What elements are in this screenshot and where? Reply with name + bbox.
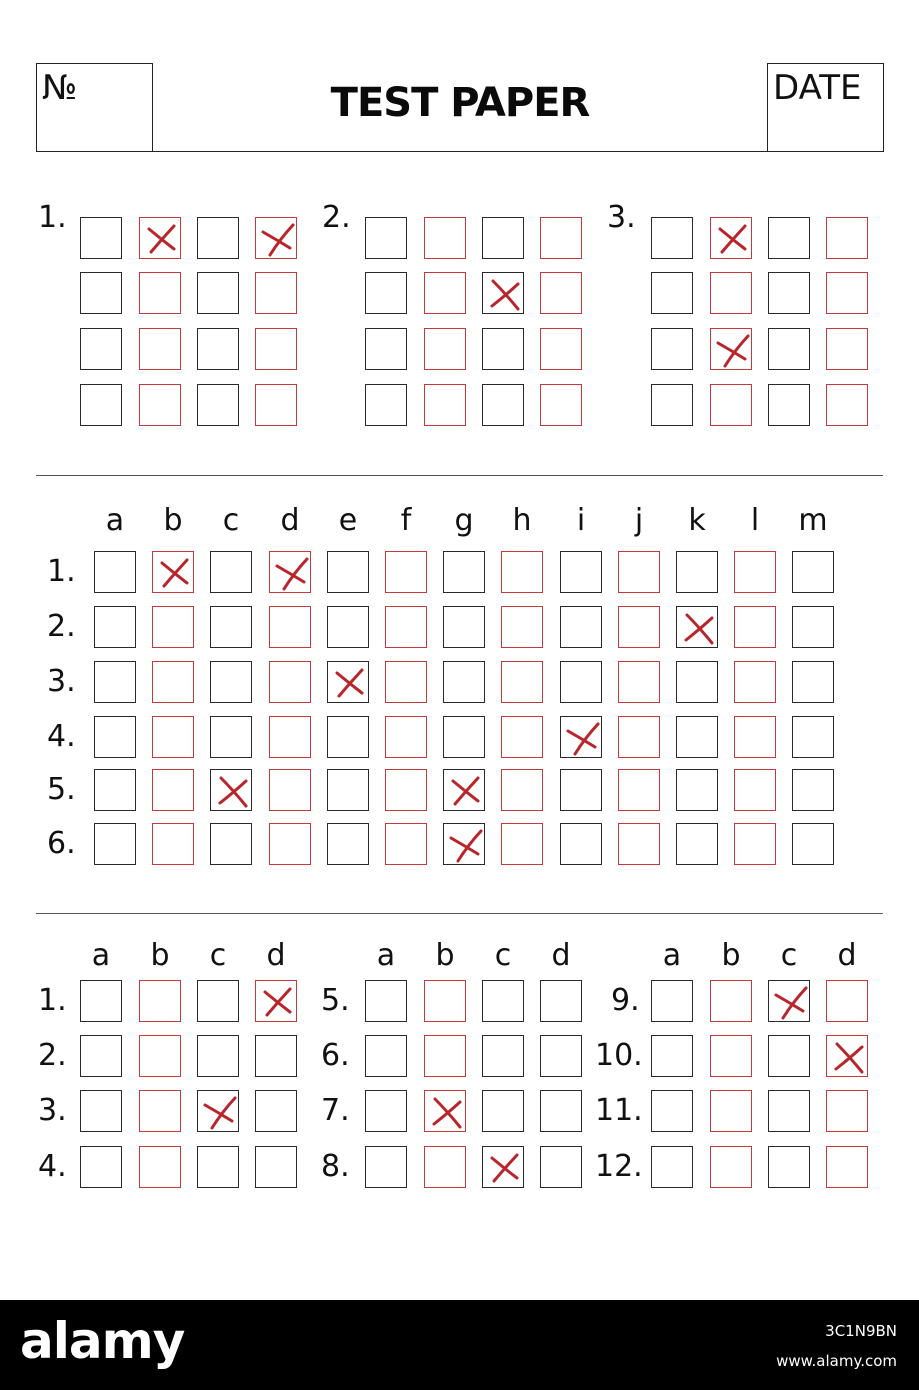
answer-box[interactable] xyxy=(365,980,407,1022)
answer-box[interactable] xyxy=(210,661,252,703)
row-number: 10. xyxy=(595,1038,643,1073)
answer-box[interactable] xyxy=(540,217,582,259)
answer-box[interactable] xyxy=(792,606,834,648)
answer-box[interactable] xyxy=(443,769,485,811)
cross-mark-icon xyxy=(477,1141,531,1195)
section-divider-1 xyxy=(36,475,883,476)
answer-box[interactable] xyxy=(618,823,660,865)
answer-box[interactable] xyxy=(424,1146,466,1188)
answer-box[interactable] xyxy=(676,716,718,758)
answer-box[interactable] xyxy=(482,1146,524,1188)
column-label: i xyxy=(576,503,586,538)
column-label: l xyxy=(750,503,760,538)
answer-box[interactable] xyxy=(424,384,466,426)
answer-box[interactable] xyxy=(482,384,524,426)
answer-box[interactable] xyxy=(255,1146,297,1188)
row-number: 3. xyxy=(47,664,76,699)
answer-box[interactable] xyxy=(710,272,752,314)
answer-box[interactable] xyxy=(385,551,427,593)
answer-box[interactable] xyxy=(424,328,466,370)
answer-box[interactable] xyxy=(94,769,136,811)
column-label: a xyxy=(662,938,682,973)
cross-mark-icon xyxy=(705,212,759,266)
answer-box[interactable] xyxy=(501,551,543,593)
answer-box[interactable] xyxy=(676,661,718,703)
column-label: d xyxy=(837,938,857,973)
answer-box[interactable] xyxy=(139,1035,181,1077)
answer-box[interactable] xyxy=(826,1146,868,1188)
answer-box[interactable] xyxy=(501,606,543,648)
question-number: 2. xyxy=(322,200,351,235)
answer-box[interactable] xyxy=(197,217,239,259)
answer-box[interactable] xyxy=(80,217,122,259)
answer-box[interactable] xyxy=(651,1090,693,1132)
answer-box[interactable] xyxy=(139,980,181,1022)
answer-box[interactable] xyxy=(710,1090,752,1132)
column-label: j xyxy=(634,503,644,538)
answer-box[interactable] xyxy=(792,769,834,811)
answer-box[interactable] xyxy=(385,823,427,865)
answer-box[interactable] xyxy=(792,551,834,593)
cross-mark-icon xyxy=(705,323,759,377)
column-label: a xyxy=(376,938,396,973)
row-number: 2. xyxy=(47,609,76,644)
answer-box[interactable] xyxy=(385,769,427,811)
answer-box[interactable] xyxy=(94,661,136,703)
answer-box[interactable] xyxy=(734,823,776,865)
answer-box[interactable] xyxy=(482,272,524,314)
answer-box[interactable] xyxy=(80,272,122,314)
answer-box[interactable] xyxy=(768,328,810,370)
row-number: 3. xyxy=(38,1093,67,1128)
answer-box[interactable] xyxy=(501,661,543,703)
answer-box[interactable] xyxy=(210,551,252,593)
cross-mark-icon xyxy=(250,975,304,1029)
answer-box[interactable] xyxy=(651,1035,693,1077)
cross-mark-icon xyxy=(477,267,531,321)
cross-mark-icon xyxy=(192,1085,246,1139)
answer-box[interactable] xyxy=(710,384,752,426)
answer-box[interactable] xyxy=(710,1035,752,1077)
answer-box[interactable] xyxy=(152,769,194,811)
answer-box[interactable] xyxy=(365,328,407,370)
answer-box[interactable] xyxy=(327,551,369,593)
column-label: d xyxy=(280,503,300,538)
answer-box[interactable] xyxy=(560,769,602,811)
answer-box[interactable] xyxy=(197,1146,239,1188)
answer-box[interactable] xyxy=(540,384,582,426)
answer-box[interactable] xyxy=(710,328,752,370)
answer-box[interactable] xyxy=(540,1146,582,1188)
row-number: 7. xyxy=(321,1093,350,1128)
answer-box[interactable] xyxy=(792,823,834,865)
answer-box[interactable] xyxy=(139,328,181,370)
footer-image-id: 3C1N9BN xyxy=(825,1322,897,1340)
answer-box[interactable] xyxy=(327,823,369,865)
answer-box[interactable] xyxy=(327,661,369,703)
answer-box[interactable] xyxy=(365,217,407,259)
column-label: b xyxy=(721,938,741,973)
answer-box[interactable] xyxy=(152,606,194,648)
column-label: f xyxy=(400,503,412,538)
answer-box[interactable] xyxy=(210,606,252,648)
column-label: b xyxy=(435,938,455,973)
answer-box[interactable] xyxy=(365,1146,407,1188)
answer-box[interactable] xyxy=(826,217,868,259)
answer-box[interactable] xyxy=(269,661,311,703)
answer-box[interactable] xyxy=(197,1090,239,1132)
answer-box[interactable] xyxy=(210,769,252,811)
cross-mark-icon xyxy=(555,711,609,765)
answer-box[interactable] xyxy=(560,551,602,593)
column-label: b xyxy=(150,938,170,973)
answer-box[interactable] xyxy=(651,1146,693,1188)
answer-box[interactable] xyxy=(255,1035,297,1077)
answer-box[interactable] xyxy=(210,823,252,865)
answer-box[interactable] xyxy=(94,716,136,758)
answer-box[interactable] xyxy=(443,606,485,648)
answer-box[interactable] xyxy=(269,606,311,648)
answer-box[interactable] xyxy=(734,769,776,811)
answer-box[interactable] xyxy=(80,384,122,426)
column-label: d xyxy=(266,938,286,973)
column-label: b xyxy=(163,503,183,538)
answer-box[interactable] xyxy=(618,716,660,758)
answer-box[interactable] xyxy=(424,1090,466,1132)
row-number: 2. xyxy=(38,1038,67,1073)
answer-box[interactable] xyxy=(139,1146,181,1188)
answer-box[interactable] xyxy=(792,716,834,758)
answer-box[interactable] xyxy=(255,1090,297,1132)
answer-box[interactable] xyxy=(365,272,407,314)
answer-box[interactable] xyxy=(501,716,543,758)
number-label: № xyxy=(42,68,78,108)
row-number: 6. xyxy=(47,826,76,861)
answer-box[interactable] xyxy=(152,551,194,593)
answer-box[interactable] xyxy=(826,272,868,314)
answer-box[interactable] xyxy=(482,980,524,1022)
answer-box[interactable] xyxy=(269,769,311,811)
answer-box[interactable] xyxy=(80,328,122,370)
question-number: 3. xyxy=(607,200,636,235)
answer-box[interactable] xyxy=(482,328,524,370)
answer-box[interactable] xyxy=(80,1035,122,1077)
row-number: 5. xyxy=(321,983,350,1018)
cross-mark-icon xyxy=(419,1085,473,1139)
row-number: 8. xyxy=(321,1149,350,1184)
answer-box[interactable] xyxy=(94,551,136,593)
answer-box[interactable] xyxy=(618,606,660,648)
answer-box[interactable] xyxy=(94,606,136,648)
column-label: c xyxy=(209,938,227,973)
row-number: 5. xyxy=(47,772,76,807)
question-number: 1. xyxy=(38,200,67,235)
answer-box[interactable] xyxy=(197,328,239,370)
answer-box[interactable] xyxy=(618,551,660,593)
answer-box[interactable] xyxy=(443,716,485,758)
answer-box[interactable] xyxy=(651,328,693,370)
answer-box[interactable] xyxy=(255,384,297,426)
answer-box[interactable] xyxy=(826,384,868,426)
answer-box[interactable] xyxy=(443,551,485,593)
answer-box[interactable] xyxy=(768,272,810,314)
answer-box[interactable] xyxy=(676,551,718,593)
row-number: 9. xyxy=(611,983,640,1018)
answer-box[interactable] xyxy=(80,980,122,1022)
row-number: 1. xyxy=(47,554,76,589)
answer-box[interactable] xyxy=(365,1035,407,1077)
answer-box[interactable] xyxy=(482,1035,524,1077)
answer-box[interactable] xyxy=(269,551,311,593)
answer-box[interactable] xyxy=(139,384,181,426)
cross-mark-icon xyxy=(671,601,725,655)
cross-mark-icon xyxy=(438,764,492,818)
row-number: 6. xyxy=(321,1038,350,1073)
answer-box[interactable] xyxy=(482,1090,524,1132)
answer-box[interactable] xyxy=(424,217,466,259)
answer-box[interactable] xyxy=(710,217,752,259)
answer-box[interactable] xyxy=(269,716,311,758)
answer-box[interactable] xyxy=(768,217,810,259)
answer-box[interactable] xyxy=(501,769,543,811)
section-divider-2 xyxy=(36,913,883,914)
cross-mark-icon xyxy=(322,656,376,710)
answer-box[interactable] xyxy=(327,606,369,648)
answer-box[interactable] xyxy=(424,1035,466,1077)
column-label: e xyxy=(338,503,358,538)
answer-box[interactable] xyxy=(385,661,427,703)
date-label: DATE xyxy=(773,68,862,108)
answer-box[interactable] xyxy=(540,1090,582,1132)
answer-box[interactable] xyxy=(197,384,239,426)
answer-box[interactable] xyxy=(501,823,543,865)
answer-box[interactable] xyxy=(540,328,582,370)
row-number: 1. xyxy=(38,983,67,1018)
answer-box[interactable] xyxy=(197,980,239,1022)
footer-logo: alamy xyxy=(20,1312,185,1370)
answer-box[interactable] xyxy=(768,980,810,1022)
answer-box[interactable] xyxy=(327,769,369,811)
answer-box[interactable] xyxy=(676,769,718,811)
answer-box[interactable] xyxy=(197,272,239,314)
column-label: a xyxy=(105,503,125,538)
row-number: 4. xyxy=(38,1149,67,1184)
column-label: c xyxy=(222,503,240,538)
answer-box[interactable] xyxy=(560,716,602,758)
answer-box[interactable] xyxy=(139,1090,181,1132)
answer-box[interactable] xyxy=(734,716,776,758)
answer-box[interactable] xyxy=(152,716,194,758)
answer-box[interactable] xyxy=(710,1146,752,1188)
answer-box[interactable] xyxy=(385,606,427,648)
answer-box[interactable] xyxy=(734,606,776,648)
answer-box[interactable] xyxy=(540,980,582,1022)
answer-box[interactable] xyxy=(139,272,181,314)
cross-mark-icon xyxy=(438,818,492,872)
answer-box[interactable] xyxy=(768,1035,810,1077)
answer-box[interactable] xyxy=(385,716,427,758)
answer-box[interactable] xyxy=(443,661,485,703)
answer-box[interactable] xyxy=(651,384,693,426)
answer-box[interactable] xyxy=(255,328,297,370)
answer-box[interactable] xyxy=(676,606,718,648)
answer-box[interactable] xyxy=(560,661,602,703)
answer-box[interactable] xyxy=(152,661,194,703)
answer-box[interactable] xyxy=(269,823,311,865)
row-number: 11. xyxy=(595,1093,643,1128)
answer-box[interactable] xyxy=(424,980,466,1022)
answer-box[interactable] xyxy=(826,328,868,370)
answer-box[interactable] xyxy=(826,1035,868,1077)
column-label: c xyxy=(494,938,512,973)
answer-box[interactable] xyxy=(560,606,602,648)
answer-box[interactable] xyxy=(618,769,660,811)
cross-mark-icon xyxy=(205,764,259,818)
cross-mark-icon xyxy=(763,975,817,1029)
answer-box[interactable] xyxy=(80,1090,122,1132)
answer-box[interactable] xyxy=(710,980,752,1022)
answer-box[interactable] xyxy=(540,272,582,314)
answer-box[interactable] xyxy=(255,980,297,1022)
answer-box[interactable] xyxy=(327,716,369,758)
column-label: g xyxy=(454,503,474,538)
answer-box[interactable] xyxy=(768,1090,810,1132)
footer-url: www.alamy.com xyxy=(776,1352,897,1370)
answer-box[interactable] xyxy=(792,661,834,703)
column-label: m xyxy=(798,503,828,538)
column-label: d xyxy=(551,938,571,973)
answer-box[interactable] xyxy=(255,217,297,259)
answer-box[interactable] xyxy=(734,661,776,703)
answer-box[interactable] xyxy=(651,980,693,1022)
answer-box[interactable] xyxy=(365,384,407,426)
column-label: h xyxy=(512,503,532,538)
answer-box[interactable] xyxy=(443,823,485,865)
answer-box[interactable] xyxy=(826,1090,868,1132)
answer-box[interactable] xyxy=(80,1146,122,1188)
column-label: c xyxy=(780,938,798,973)
answer-box[interactable] xyxy=(482,217,524,259)
answer-box[interactable] xyxy=(676,823,718,865)
answer-box[interactable] xyxy=(139,217,181,259)
row-number: 4. xyxy=(47,719,76,754)
answer-box[interactable] xyxy=(560,823,602,865)
page-title: TEST PAPER xyxy=(330,80,590,126)
answer-box[interactable] xyxy=(651,217,693,259)
answer-box[interactable] xyxy=(424,272,466,314)
column-label: k xyxy=(688,503,706,538)
cross-mark-icon xyxy=(264,546,318,600)
row-number: 12. xyxy=(595,1149,643,1184)
answer-box[interactable] xyxy=(826,980,868,1022)
cross-mark-icon xyxy=(134,212,188,266)
column-label: a xyxy=(91,938,111,973)
answer-box[interactable] xyxy=(618,661,660,703)
answer-box[interactable] xyxy=(651,272,693,314)
answer-box[interactable] xyxy=(365,1090,407,1132)
cross-mark-icon xyxy=(250,212,304,266)
cross-mark-icon xyxy=(147,546,201,600)
answer-box[interactable] xyxy=(540,1035,582,1077)
answer-box[interactable] xyxy=(94,823,136,865)
answer-box[interactable] xyxy=(734,551,776,593)
answer-box[interactable] xyxy=(768,1146,810,1188)
cross-mark-icon xyxy=(821,1030,875,1084)
answer-box[interactable] xyxy=(768,384,810,426)
answer-box[interactable] xyxy=(255,272,297,314)
answer-box[interactable] xyxy=(210,716,252,758)
answer-box[interactable] xyxy=(152,823,194,865)
answer-box[interactable] xyxy=(197,1035,239,1077)
